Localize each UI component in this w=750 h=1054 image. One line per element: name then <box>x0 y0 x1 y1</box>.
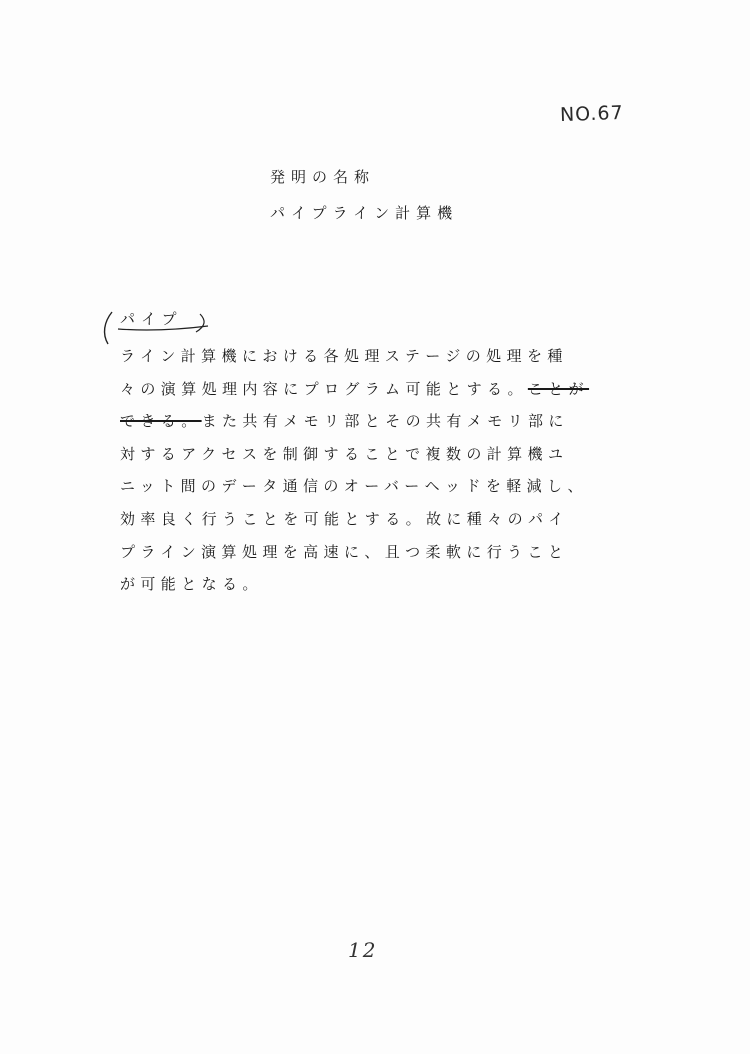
body-line: 効率良く行うことを可能とする。故に種々のパイ <box>120 509 569 528</box>
handwritten-insert: パイプ <box>120 310 183 328</box>
invention-name-label: 発明の名称 <box>270 168 376 186</box>
body-line: 々の演算処理内容にプログラム可能とする。ことが <box>120 379 590 398</box>
document-number: NO.67 <box>559 101 624 127</box>
body-line: できる。また共有メモリ部とその共有メモリ部に <box>120 412 569 431</box>
struck-text: ことが <box>527 379 590 398</box>
invention-title: パイプライン計算機 <box>270 204 459 222</box>
body-line: プライン演算処理を高速に、且つ柔軟に行うこと <box>120 542 569 561</box>
struck-text: できる。 <box>120 412 202 431</box>
page-number: 12 <box>348 938 378 962</box>
body-line: ニット間のデータ通信のオーバーヘッドを軽減し、 <box>120 477 588 496</box>
body-line: が可能となる。 <box>120 575 263 594</box>
body-line: 対するアクセスを制御することで複数の計算機ユ <box>120 444 569 463</box>
body-line: ライン計算機における各処理ステージの処理を種 <box>120 347 568 365</box>
abstract-body <box>120 346 620 607</box>
